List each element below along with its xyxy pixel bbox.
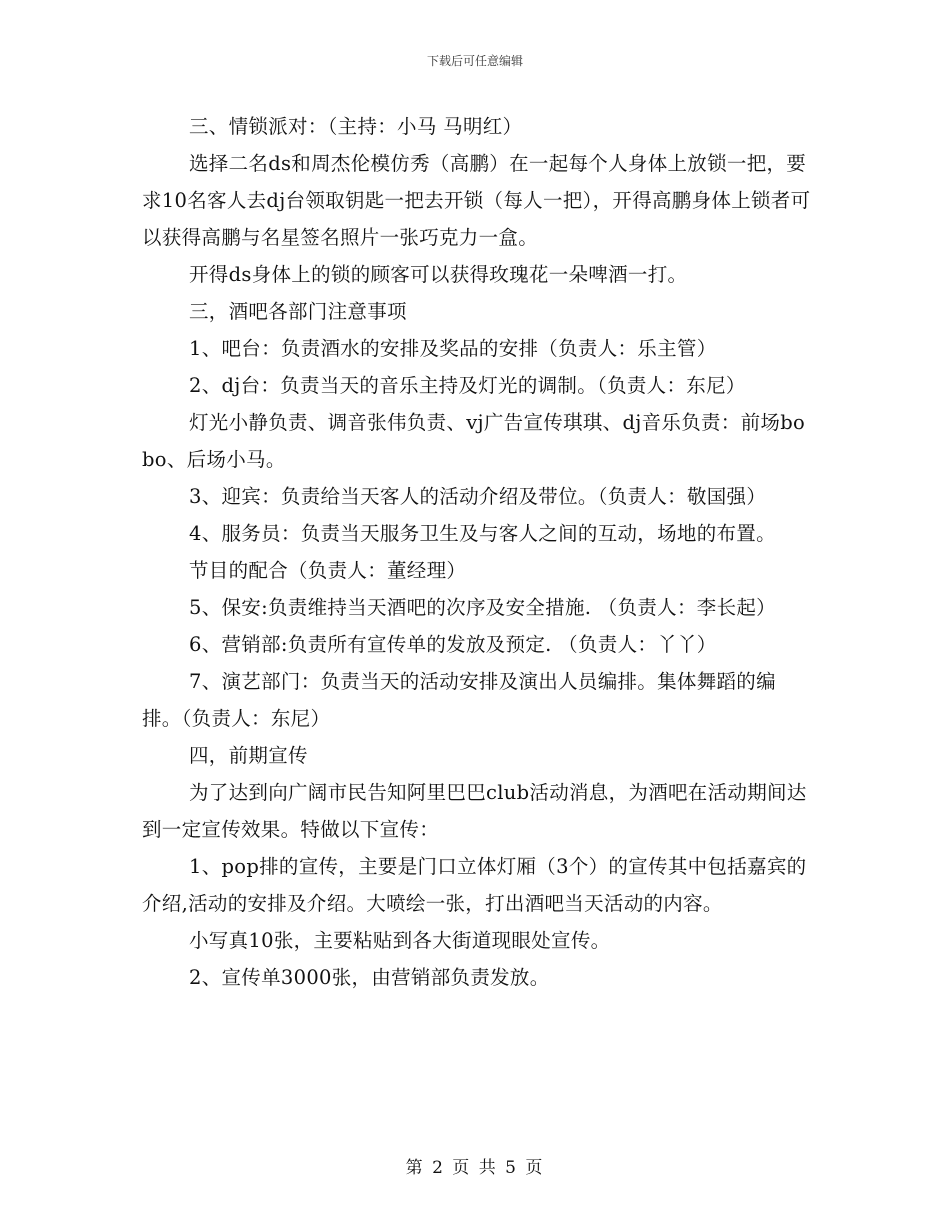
paragraph: 灯光小静负责、调音张伟负责、vj广告宣传琪琪、dj音乐负责：前场bobo、后场小马。 [142, 411, 806, 471]
paragraph: 为了达到向广阔市民告知阿里巴巴club活动消息，为酒吧在活动期间达到一定宣传效果。特做以下宣传： [142, 781, 807, 841]
paragraph: 开得ds身体上的锁的顾客可以获得玫瑰花一朵啤酒一打。 [189, 263, 688, 286]
page-header: 下载后可任意编辑 [426, 54, 523, 68]
paragraph: 四，前期宣传 [189, 744, 308, 767]
page-footer: 第 2 页 共 5 页 [405, 1158, 545, 1178]
document-body [142, 108, 812, 996]
paragraph: 小写真10张，主要粘贴到各大街道现眼处宣传。 [189, 929, 611, 952]
paragraph: 三，酒吧各部门注意事项 [189, 300, 407, 323]
paragraph: 7、演艺部门：负责当天的活动安排及演出人员编排。集体舞蹈的编排。（负责人：东尼） [142, 670, 776, 730]
paragraph: 5、保安:负责维持当天酒吧的次序及安全措施. （负责人：李长起） [189, 596, 776, 619]
paragraph: 3、迎宾：负责给当天客人的活动介绍及带位。（负责人：敬国强） [189, 485, 767, 508]
paragraph: 节目的配合（负责人：董经理） [189, 559, 467, 582]
paragraph: 2、宣传单3000张，由营销部负责发放。 [189, 966, 550, 989]
paragraph: 4、服务员：负责当天服务卫生及与客人之间的互动，场地的布置。 [189, 522, 776, 545]
paragraph: 6、营销部:负责所有宣传单的发放及预定. （负责人：丫丫） [189, 633, 717, 656]
paragraph: 2、dj台：负责当天的音乐主持及灯光的调制。（负责人：东尼） [189, 374, 746, 397]
paragraph: 三、情锁派对：（主持：小马 马明红） [189, 115, 523, 138]
paragraph: 1、吧台：负责酒水的安排及奖品的安排（负责人：乐主管） [189, 337, 717, 360]
paragraph: 1、pop排的宣传，主要是门口立体灯厢（3个）的宣传其中包括嘉宾的介绍,活动的安排及介绍。大喷绘一张，打出酒吧当天活动的内容。 [142, 855, 807, 915]
paragraph: 选择二名ds和周杰伦模仿秀（高鹏）在一起每个人身体上放锁一把，要求10名客人去dj台领取钥匙一把去开锁（每人一把），开得高鹏身体上锁者可以获得高鹏与名星签名照片一张巧克力一盒。 [142, 152, 811, 249]
